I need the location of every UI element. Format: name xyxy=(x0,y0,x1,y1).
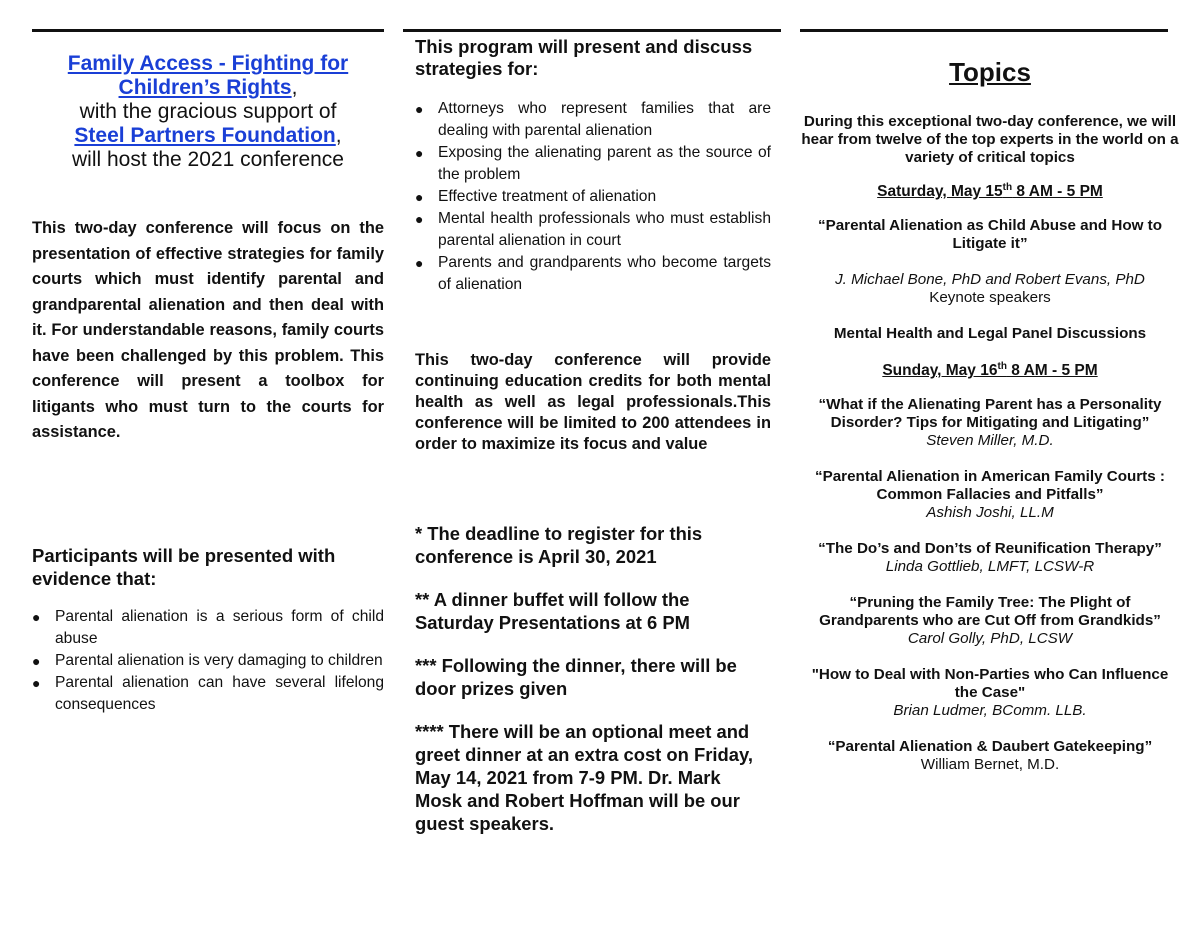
top-rule-left xyxy=(32,29,384,32)
talk-speaker: Ashish Joshi, LL.M xyxy=(926,504,1054,521)
saturday-date-suffix: th xyxy=(1002,181,1013,193)
list-item-text: Parental alienation can have several lifelong consequences xyxy=(55,674,384,713)
talk-speaker: Linda Gottlieb, LMFT, LCSW-R xyxy=(885,558,1095,575)
bullet-icon: ● xyxy=(32,653,41,669)
list-item xyxy=(415,208,771,252)
top-rule-right xyxy=(800,29,1168,32)
sunday-date-suffix: th xyxy=(997,360,1007,372)
note-dinner-buffet: ** A dinner buffet will follow the Saturday Presentations at 6 PM xyxy=(415,589,690,633)
saturday-talk xyxy=(800,217,1180,307)
program-list xyxy=(415,98,771,296)
note-door-prizes: *** Following the dinner, there will be door prizes given xyxy=(415,655,737,699)
talk-speakers-role: Keynote speakers xyxy=(929,289,1051,306)
intro-line-3: will host the 2021 conference xyxy=(71,148,344,171)
bullet-icon: ● xyxy=(415,255,424,271)
list-item xyxy=(32,606,384,650)
conference-notes xyxy=(415,522,771,855)
intro-line-2: with the gracious support of xyxy=(79,100,337,123)
bullet-icon: ● xyxy=(32,609,41,625)
list-item xyxy=(32,672,384,716)
sunday-talk xyxy=(800,594,1180,648)
talk-title: “Parental Alienation & Daubert Gatekeeping” xyxy=(827,738,1153,755)
saturday-heading xyxy=(800,182,1180,202)
saturday-time: 8 AM - 5 PM xyxy=(1012,183,1103,200)
list-item xyxy=(415,98,771,142)
talk-title: “What if the Alienating Parent has a Personality Disorder? Tips for Mitigating and Litigating” xyxy=(818,396,1162,431)
bullet-icon: ● xyxy=(415,189,424,205)
talk-title: “Pruning the Family Tree: The Plight of Grandparents who are Cut Off from Grandkids” xyxy=(819,594,1161,629)
list-item-text: Attorneys who represent families that are dealing with parental alienation xyxy=(438,100,771,139)
list-item-text: Effective treatment of alienation xyxy=(438,188,657,205)
sunday-heading xyxy=(800,361,1180,381)
talk-title: “The Do’s and Don’ts of Reunification Therapy” xyxy=(818,540,1162,557)
participants-heading: Participants will be presented with evidence that: xyxy=(32,545,336,589)
intro-comma-2: , xyxy=(335,124,342,147)
sunday-talk xyxy=(800,738,1180,774)
list-item-text: Mental health professionals who must establish parental alienation in court xyxy=(438,210,771,249)
talk-title: “Parental Alienation in American Family Courts : Common Fallacies and Pitfalls” xyxy=(815,468,1165,503)
list-item xyxy=(415,252,771,296)
host-intro xyxy=(32,52,384,172)
top-rule-middle xyxy=(403,29,781,32)
intro-comma-1: , xyxy=(291,76,298,99)
talk-speaker: Steven Miller, M.D. xyxy=(926,432,1054,449)
talk-title: "How to Deal with Non-Parties who Can Influence the Case" xyxy=(811,666,1169,701)
list-item xyxy=(32,650,384,672)
talk-title: “Parental Alienation as Child Abuse and How to Litigate it” xyxy=(817,217,1162,252)
talk-speaker: Brian Ludmer, BComm. LLB. xyxy=(893,702,1087,719)
note-meet-and-greet: **** There will be an optional meet and greet dinner at an extra cost on Friday, May 14, 2021 from 7-9 PM. Dr. Mark Mosk and Robert Hoffman will be our guest speakers. xyxy=(415,721,753,834)
note-deadline: * The deadline to register for this conference is April 30, 2021 xyxy=(415,523,703,567)
sunday-talk xyxy=(800,396,1180,450)
list-item-text: Parental alienation is a serious form of child abuse xyxy=(55,608,384,647)
topics-title: Topics xyxy=(949,57,1031,87)
ceu-text: This two-day conference will provide continuing education credits for both mental health as well as legal professionals.This conference will be limited to 200 attendees in order to maximize its focus and value xyxy=(415,351,771,453)
bullet-icon: ● xyxy=(415,211,424,227)
talk-speakers: J. Michael Bone, PhD and Robert Evans, PhD xyxy=(835,271,1145,288)
bullet-icon: ● xyxy=(415,145,424,161)
topics-column xyxy=(800,55,1180,792)
sunday-talk xyxy=(800,666,1180,720)
talk-speaker: William Bernet, M.D. xyxy=(920,756,1060,773)
saturday-date: Saturday, May 15 xyxy=(877,183,1003,200)
sunday-time: 8 AM - 5 PM xyxy=(1006,362,1098,379)
list-item-text: Exposing the alienating parent as the source of the problem xyxy=(438,144,771,183)
talk-speaker: Carol Golly, PhD, LCSW xyxy=(907,630,1073,647)
program-heading: This program will present and discuss strategies for: xyxy=(415,36,753,79)
steel-partners-link[interactable]: Steel Partners Foundation xyxy=(74,124,336,147)
bullet-icon: ● xyxy=(32,675,41,691)
sunday-talk xyxy=(800,540,1180,576)
list-item-text: Parents and grandparents who become targets of alienation xyxy=(438,254,771,293)
conference-focus-text: This two-day conference will focus on the presentation of effective strategies for family courts which must identify parental and grandparental alienation and then deal with it. For understandable reasons, family courts have been challenged by this problem. This conference will present a toolbox for litigants who must turn to the courts for assistance. xyxy=(32,219,384,441)
left-column xyxy=(32,52,384,172)
list-item xyxy=(415,142,771,186)
family-access-link[interactable]: Family Access - Fighting for Children’s Rights xyxy=(67,52,349,99)
sunday-talk xyxy=(800,468,1180,522)
participants-list xyxy=(32,606,384,716)
topics-lead: During this exceptional two-day conference, we will hear from twelve of the top experts in the world on a variety of critical topics xyxy=(801,113,1179,166)
list-item xyxy=(415,186,771,208)
sunday-date: Sunday, May 16 xyxy=(882,362,998,379)
panel-discussions: Mental Health and Legal Panel Discussions xyxy=(833,325,1147,342)
bullet-icon: ● xyxy=(415,101,424,117)
list-item-text: Parental alienation is very damaging to children xyxy=(55,652,383,669)
